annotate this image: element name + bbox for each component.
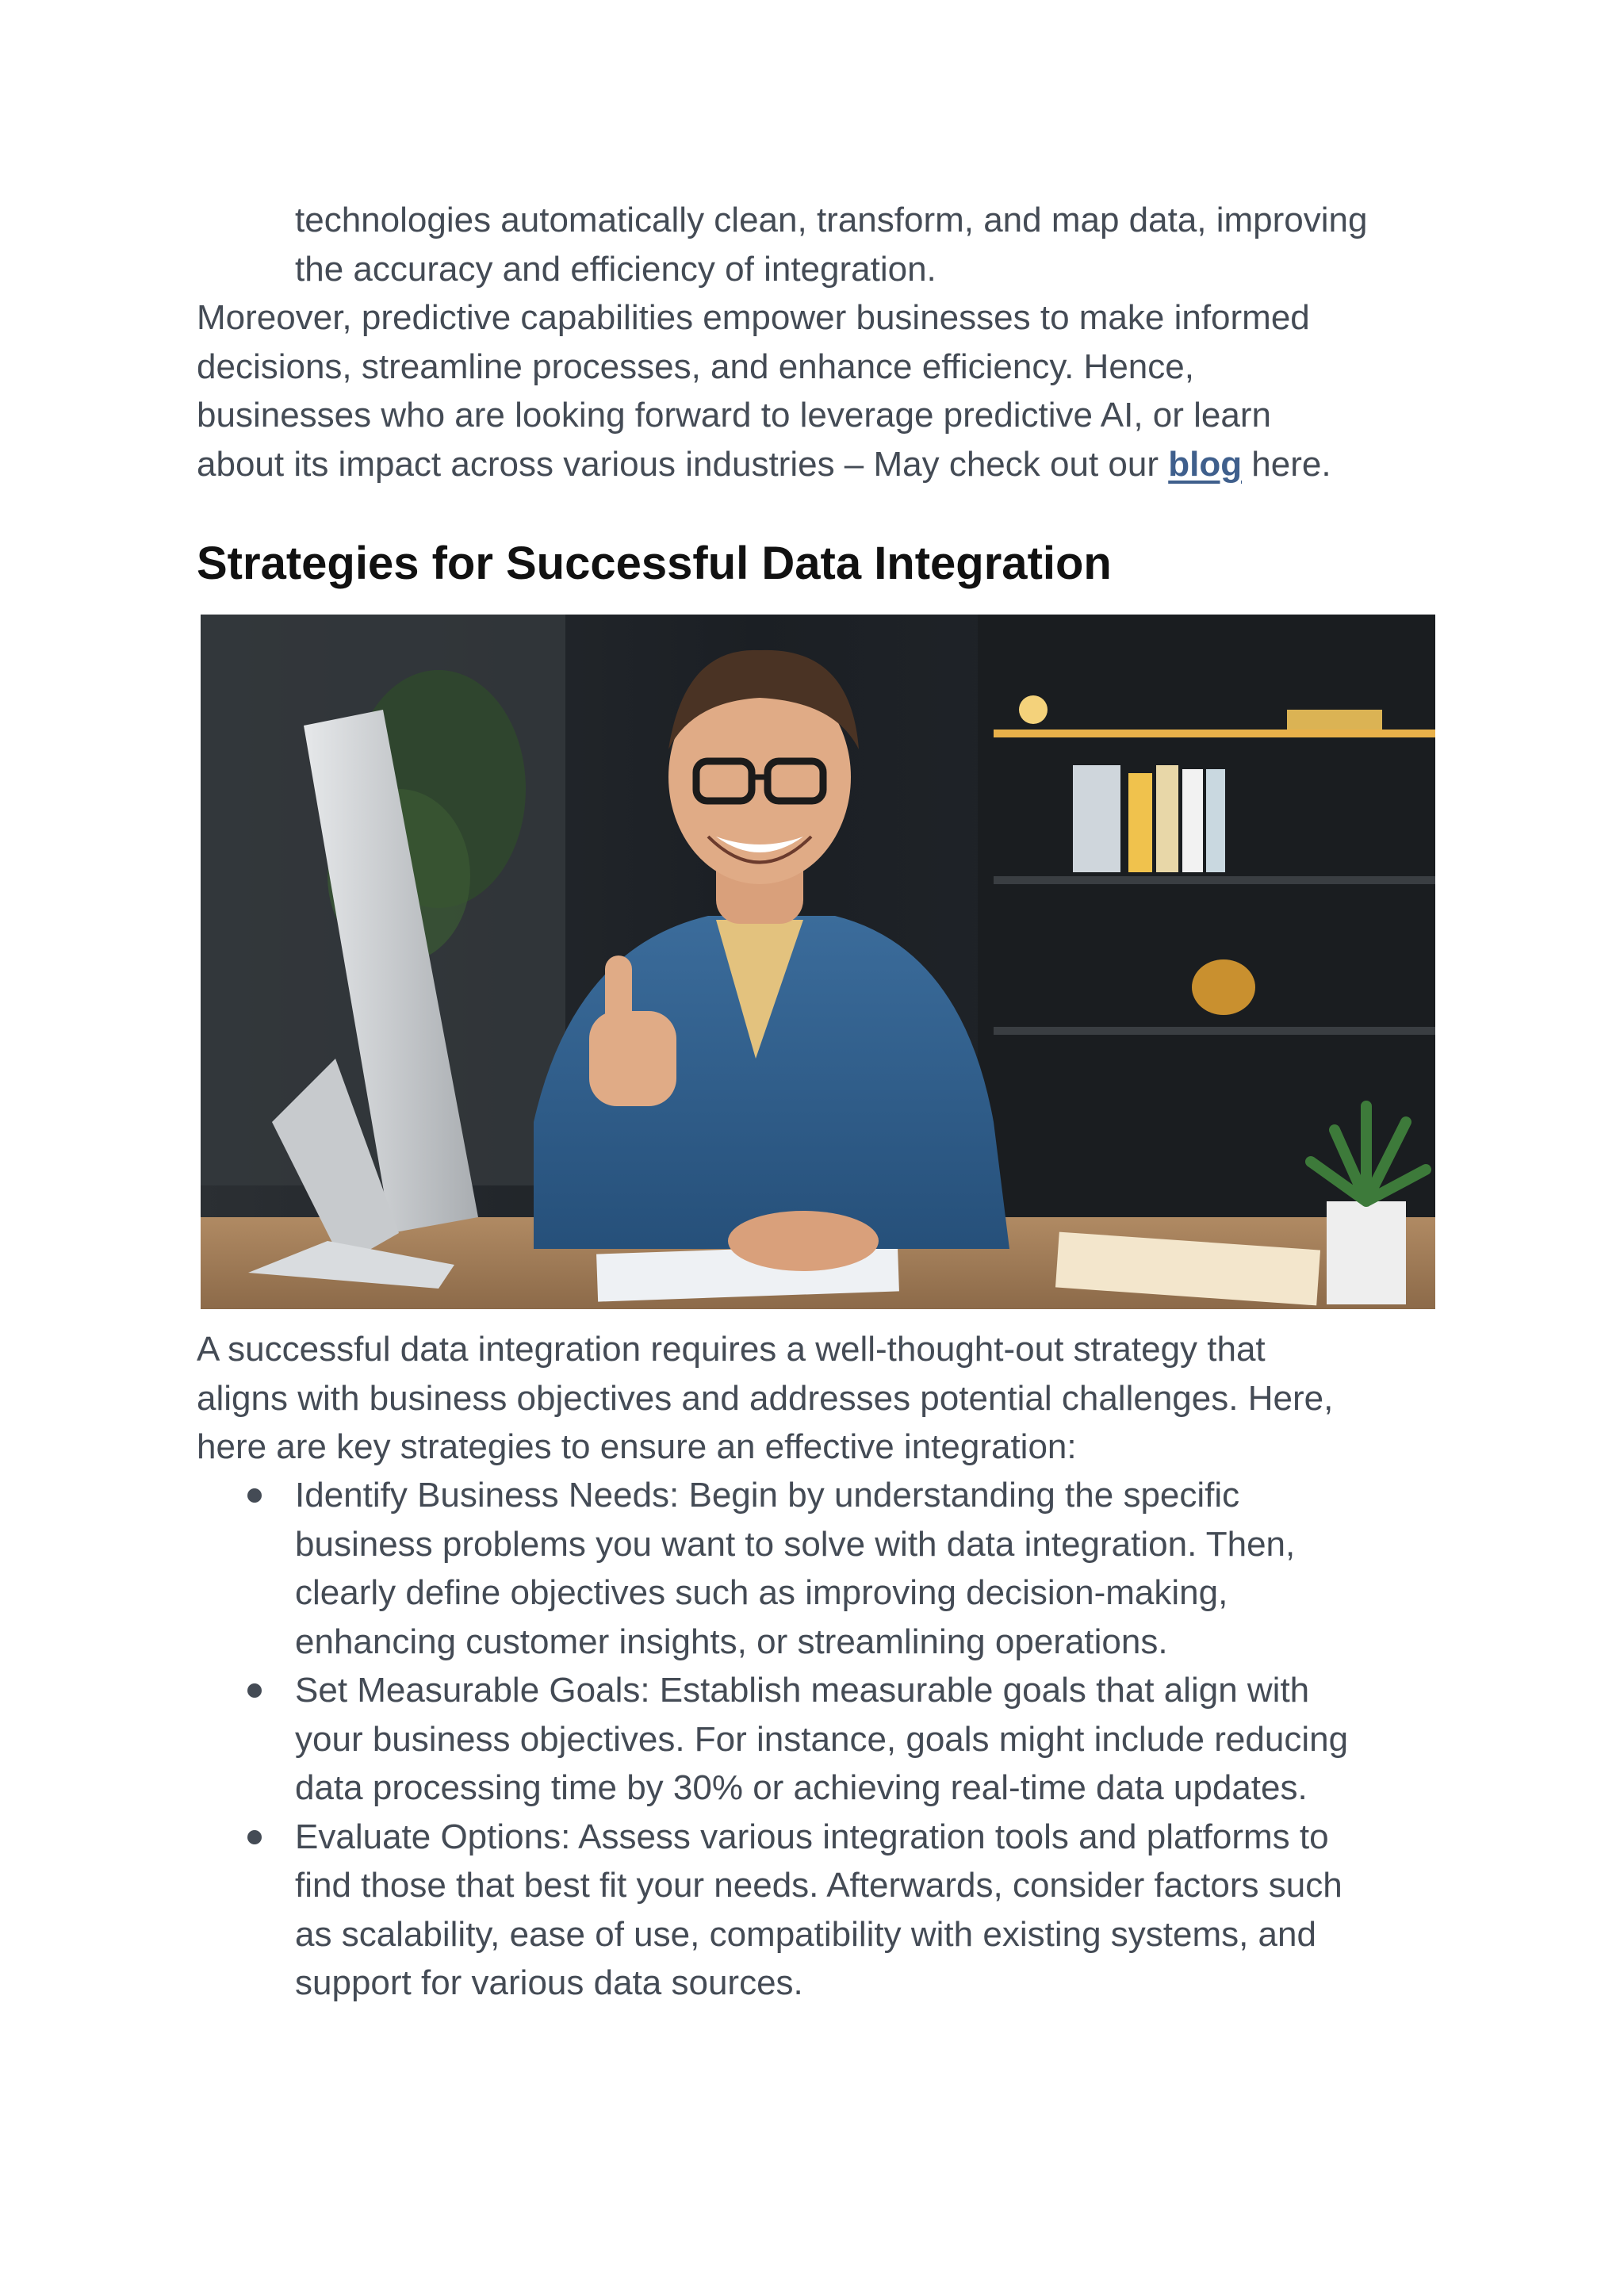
link-trail-text: here.	[1242, 444, 1331, 484]
bullet-icon	[247, 1488, 262, 1503]
photo-man-thumbs-up-icon	[201, 615, 1435, 1309]
intro-continuation	[295, 196, 1453, 293]
list-item-line: Identify Business Needs: Begin by understanding the specific	[295, 1476, 1240, 1515]
list-item-line: data processing time by 30% or achieving real-time data updates.	[295, 1768, 1308, 1807]
bullet-icon	[247, 1683, 262, 1698]
paragraph-line-with-link	[197, 440, 1450, 489]
list-item-line: Evaluate Options: Assess various integration tools and platforms to	[295, 1817, 1329, 1856]
paragraph-line: aligns with business objectives and addresses potential challenges. Here,	[197, 1378, 1334, 1418]
list-item-line: clearly define objectives such as improving decision-making,	[295, 1573, 1228, 1612]
bullet-icon	[247, 1830, 262, 1844]
paragraph-line: businesses who are looking forward to leverage predictive AI, or learn	[197, 396, 1271, 435]
blog-link[interactable]: blog	[1168, 444, 1243, 484]
paragraph-line: Moreover, predictive capabilities empower businesses to make informed	[197, 298, 1310, 337]
list-item-line: your business objectives. For instance, goals might include reducing	[295, 1719, 1349, 1759]
section-heading: Strategies for Successful Data Integration	[197, 538, 1112, 589]
list-item-line: find those that best fit your needs. Afterwards, consider factors such	[295, 1866, 1342, 1905]
list-item-line: enhancing customer insights, or streamlining operations.	[295, 1622, 1168, 1661]
paragraph-line: decisions, streamline processes, and enhance efficiency. Hence,	[197, 347, 1194, 386]
paragraph-line: A successful data integration requires a well-thought-out strategy that	[197, 1330, 1266, 1369]
list-item-line: Set Measurable Goals: Establish measurable goals that align with	[295, 1671, 1310, 1710]
paragraph-line: here are key strategies to ensure an effective integration:	[197, 1427, 1077, 1466]
list-item-line: support for various data sources.	[295, 1963, 803, 2002]
article-photo	[201, 615, 1435, 1309]
list-item	[197, 1471, 1465, 1666]
predictive-paragraph	[197, 293, 1450, 488]
strategy-paragraph	[197, 1325, 1450, 1472]
link-lead-text: about its impact across various industries – May check out our	[197, 444, 1169, 484]
intro-line: the accuracy and efficiency of integration.	[295, 249, 936, 289]
list-item	[197, 1666, 1465, 1813]
strategy-list	[197, 1471, 1465, 2008]
list-item	[197, 1813, 1465, 2008]
list-item-line: as scalability, ease of use, compatibility with existing systems, and	[295, 1914, 1316, 1954]
intro-line: technologies automatically clean, transform, and map data, improving	[295, 201, 1368, 239]
list-item-line: business problems you want to solve with data integration. Then,	[295, 1524, 1296, 1564]
